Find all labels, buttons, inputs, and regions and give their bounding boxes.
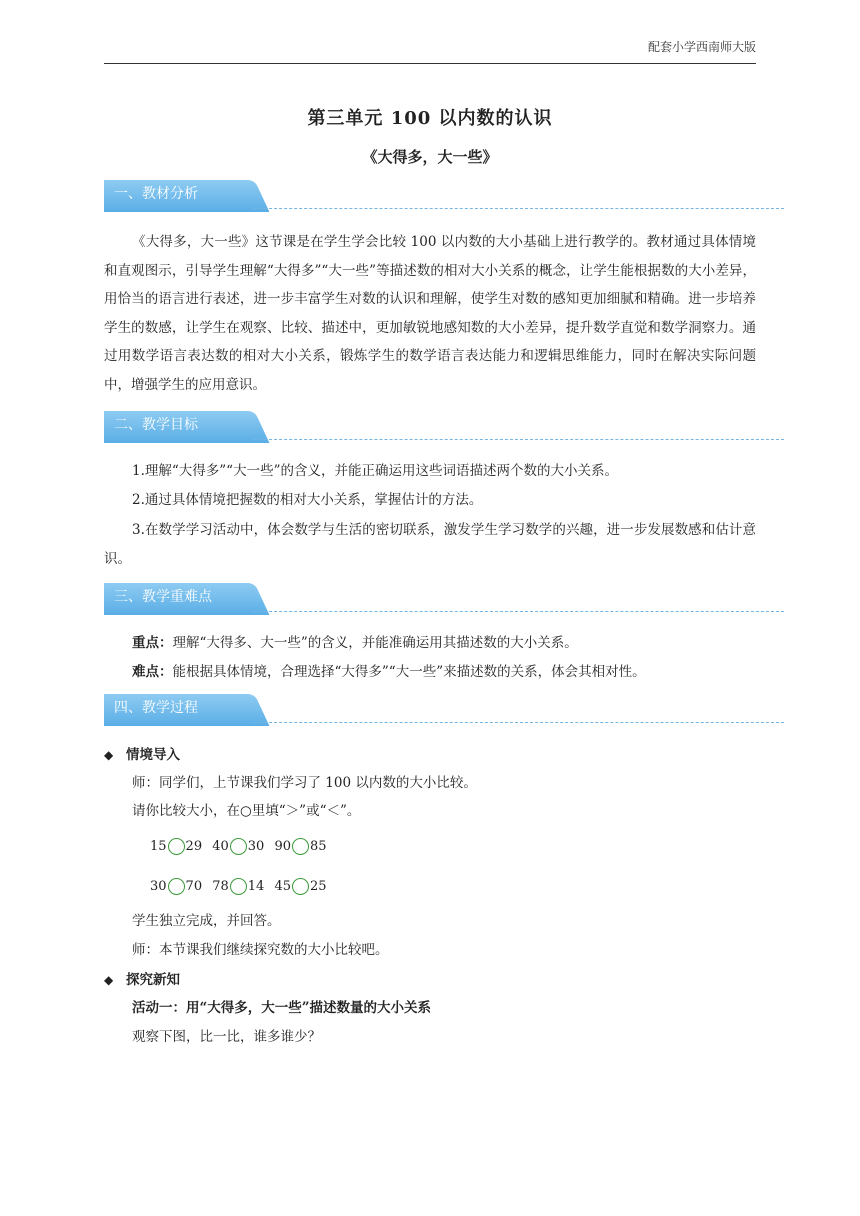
- section-header-4: [104, 694, 784, 728]
- bullet-intro: [104, 743, 180, 763]
- goal-item-1: 1.理解“大得多”“大一些”的含义，并能正确运用这些词语描述两个数的大小关系。: [132, 463, 618, 479]
- answer-circle[interactable]: [230, 838, 247, 855]
- compare-number: 25: [310, 879, 327, 894]
- compare-item: [150, 878, 202, 895]
- compare-item: [274, 838, 326, 855]
- compare-number: 90: [274, 839, 292, 854]
- header-rule: [104, 63, 756, 64]
- process-line-5: 观察下图，比一比，谁多谁少？: [132, 1029, 321, 1045]
- compare-number: 85: [310, 839, 327, 854]
- section-1-body: 《大得多，大一些》这节课是在学生学会比较 100 以内数的大小基础上进行教学的。教材通过具体情境和直观图示，引导学生理解“大得多”“大一些”等描述数的相对大小关系的概念，让学生能根据数的大小差异，用恰当的语言进行表述，进一步丰富学生对数的认识和理解，使学生对数的感知更加细腻和精确。进一步培养学生的数感，让学生在观察、比较、描述中，更加敏锐地感知数的大小差异，提升数学直觉和数学洞察力。通过用数学语言表达数的相对大小关系，锻炼学生的数学语言表达能力和逻辑思维能力，同时在解决实际问题中，增强学生的应用意识。: [104, 234, 756, 393]
- section-label-1: 一、教材分析: [104, 180, 254, 212]
- compare-row-2: [150, 878, 333, 900]
- compare-number: 30: [150, 879, 167, 894]
- compare-number: 30: [247, 839, 265, 854]
- process-line-2: 请你比较大小，在○里填“＞”或“＜”。: [132, 803, 361, 819]
- answer-circle[interactable]: [168, 878, 185, 895]
- answer-circle[interactable]: [230, 878, 247, 895]
- bullet-explore: [104, 968, 180, 988]
- process-line-4: 师：本节课我们继续探究数的大小比较吧。: [132, 942, 389, 958]
- compare-item: [212, 878, 264, 895]
- section-header-2: [104, 411, 784, 445]
- process-line-1: 师：同学们，上节课我们学习了 100 以内数的大小比较。: [132, 775, 477, 791]
- compare-number: 29: [185, 839, 203, 854]
- section-divider: [254, 439, 784, 440]
- header-note: 配套小学西南师大版: [647, 40, 756, 54]
- compare-item: [150, 838, 202, 855]
- goal-item-2: 2.通过具体情境把握数的相对大小关系，掌握估计的方法。: [132, 492, 483, 508]
- process-line-3: 学生独立完成，并回答。: [132, 913, 281, 929]
- key-point-label: 重点：: [132, 635, 173, 651]
- answer-circle[interactable]: [168, 838, 185, 855]
- section-label-3: 三、教学重难点: [104, 583, 254, 615]
- compare-number: 14: [247, 879, 265, 894]
- section-label-2: 二、教学目标: [104, 411, 254, 443]
- bullet-explore-label: 探究新知: [126, 972, 180, 988]
- answer-circle[interactable]: [292, 878, 309, 895]
- section-label-4: 四、教学过程: [104, 694, 254, 726]
- section-divider: [254, 722, 784, 723]
- bullet-intro-label: 情境导入: [126, 747, 180, 763]
- section-divider: [254, 611, 784, 612]
- difficult-point-label: 难点：: [132, 664, 173, 680]
- section-header-1: [104, 180, 784, 214]
- goal-item-3: 3.在数学学习活动中，体会数学与生活的密切联系，激发学生学习数学的兴趣，进一步发展数感和估计意识。: [104, 522, 756, 567]
- compare-number: 40: [212, 839, 229, 854]
- compare-item: [212, 838, 264, 855]
- diamond-bullet-icon: ◆: [104, 973, 114, 987]
- difficult-point: [132, 661, 646, 683]
- compare-number: 45: [274, 879, 292, 894]
- compare-row-1: [150, 838, 333, 860]
- compare-number: 15: [150, 839, 167, 854]
- compare-item: [274, 878, 326, 895]
- section-header-3: [104, 583, 784, 617]
- diamond-bullet-icon: ◆: [104, 748, 114, 762]
- compare-number: 78: [212, 879, 229, 894]
- difficult-point-text: 能根据具体情境，合理选择“大得多”“大一些”来描述数的关系，体会其相对性。: [172, 664, 646, 680]
- section-divider: [254, 208, 784, 209]
- activity-1-heading: 活动一：用“大得多，大一些”描述数量的大小关系: [132, 1000, 432, 1016]
- key-point: [132, 632, 578, 654]
- answer-circle[interactable]: [292, 838, 309, 855]
- compare-number: 70: [185, 879, 203, 894]
- page-title: 第三单元 100 以内数的认识: [307, 108, 553, 129]
- page-subtitle: 《大得多，大一些》: [362, 148, 498, 166]
- key-point-text: 理解“大得多、大一些”的含义，并能准确运用其描述数的大小关系。: [172, 635, 578, 651]
